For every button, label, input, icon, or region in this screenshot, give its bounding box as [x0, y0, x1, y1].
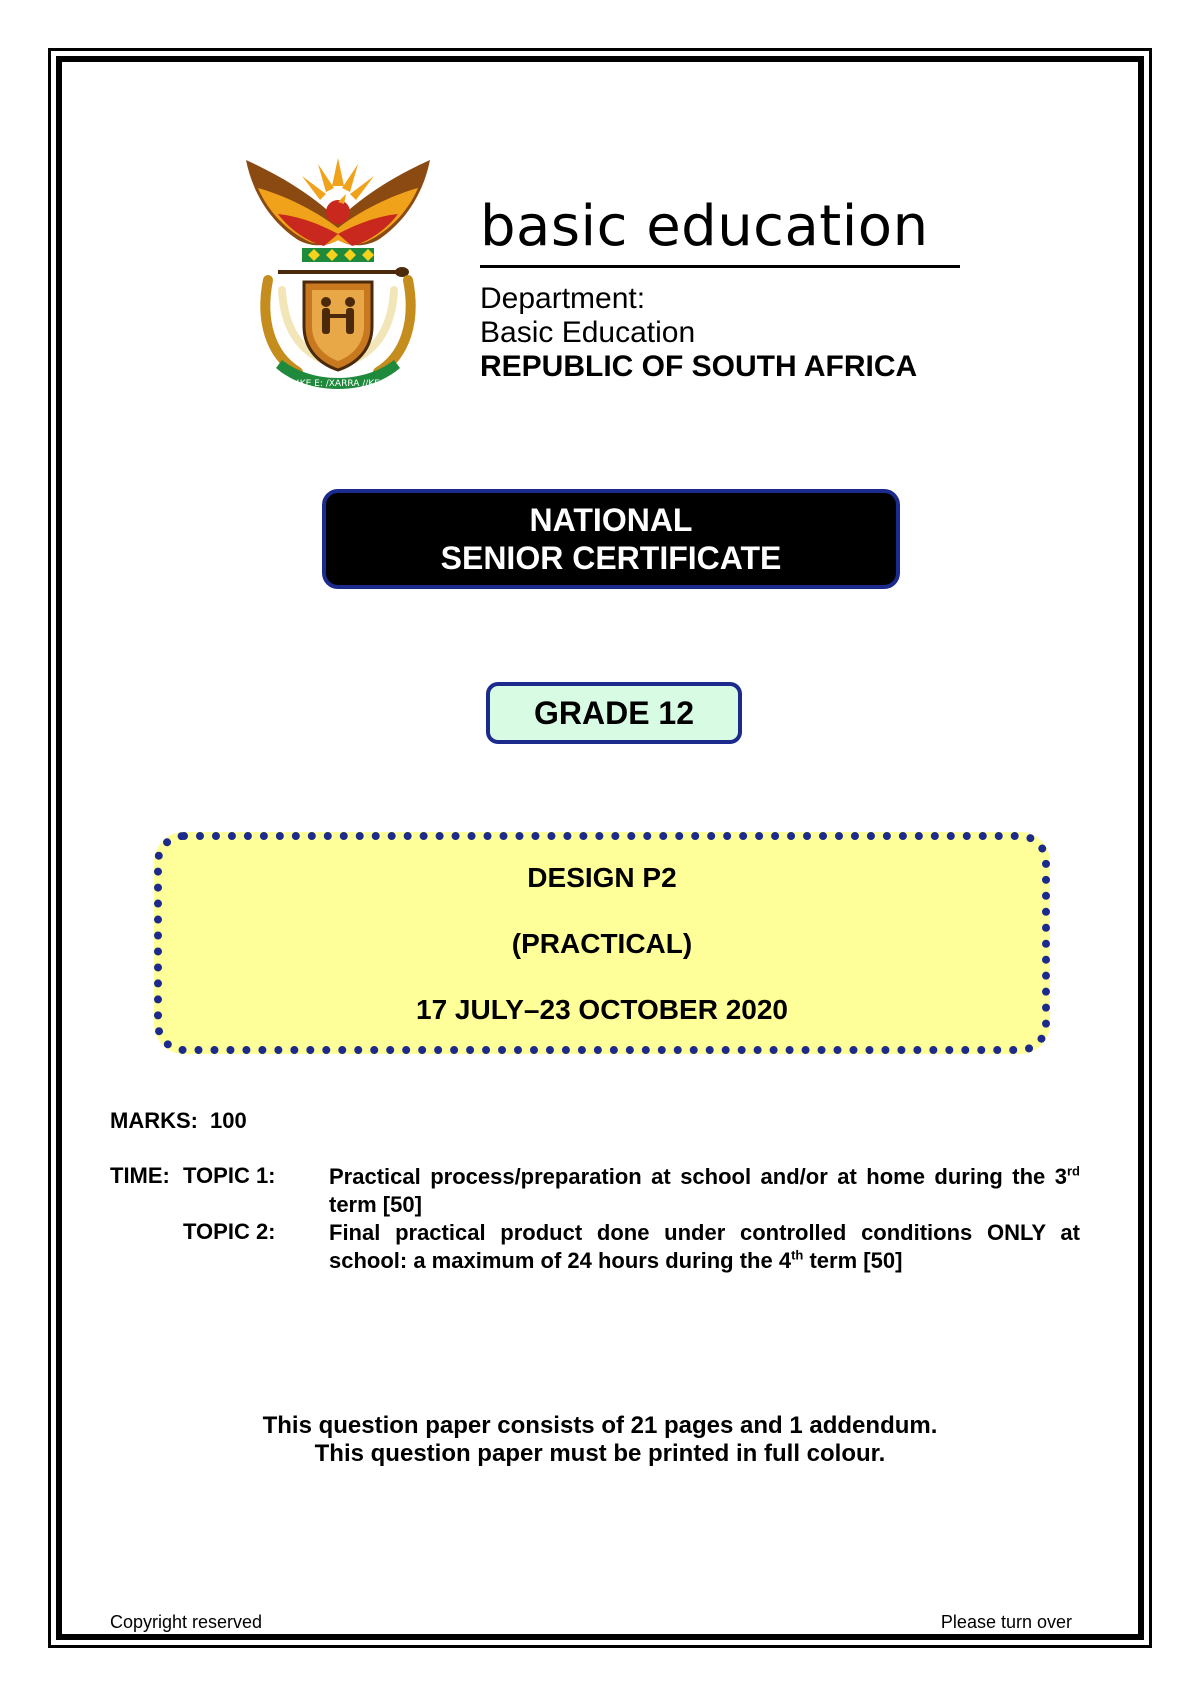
marks-label: MARKS:	[110, 1108, 198, 1133]
topic-2-description: Final practical product done under controlled conditions ONLY at school: a maximum of 24 hours during the 4th term [50]	[329, 1220, 1080, 1273]
grade-label: GRADE 12	[533, 694, 695, 731]
topic-1-description: Practical process/preparation at school and/or at home during the 3rd term [50]	[329, 1163, 1080, 1217]
paper-title: DESIGN P2	[527, 862, 677, 893]
certificate-line-1: NATIONAL	[529, 502, 693, 538]
brand-country: REPUBLIC OF SOUTH AFRICA	[480, 350, 918, 383]
department-brand	[480, 195, 960, 384]
brand-department-label: Department:	[480, 282, 646, 315]
certificate-banner	[322, 489, 900, 589]
marks-value: 100	[210, 1108, 247, 1133]
topic-1-label: TOPIC 1:	[183, 1163, 276, 1188]
motto-text: !KE E: /XARRA //KE	[296, 379, 380, 389]
paper-dates: 17 JULY–23 OCTOBER 2020	[416, 994, 788, 1025]
coat-of-arms-icon	[238, 150, 438, 400]
topic-1-row	[110, 1163, 1080, 1219]
paper-notes	[0, 1412, 1200, 1468]
paper-info-box	[154, 832, 1050, 1054]
marks-line	[110, 1108, 247, 1134]
brand-title: basic education	[480, 195, 960, 268]
time-section	[110, 1163, 1080, 1275]
time-label: TIME:	[110, 1163, 170, 1188]
copyright-text: Copyright reserved	[110, 1612, 263, 1632]
paper-type: (PRACTICAL)	[511, 928, 693, 959]
brand-department-name: Basic Education	[480, 316, 696, 349]
topic-2-row	[110, 1219, 1080, 1275]
turn-over-text: Please turn over	[940, 1612, 1072, 1632]
certificate-line-2: SENIOR CERTIFICATE	[440, 540, 782, 576]
page-count-note: This question paper consists of 21 pages and 1 addendum.	[262, 1412, 938, 1439]
grade-badge	[486, 682, 742, 744]
print-colour-note: This question paper must be printed in full colour.	[314, 1440, 886, 1467]
topic-2-label: TOPIC 2:	[183, 1219, 276, 1244]
